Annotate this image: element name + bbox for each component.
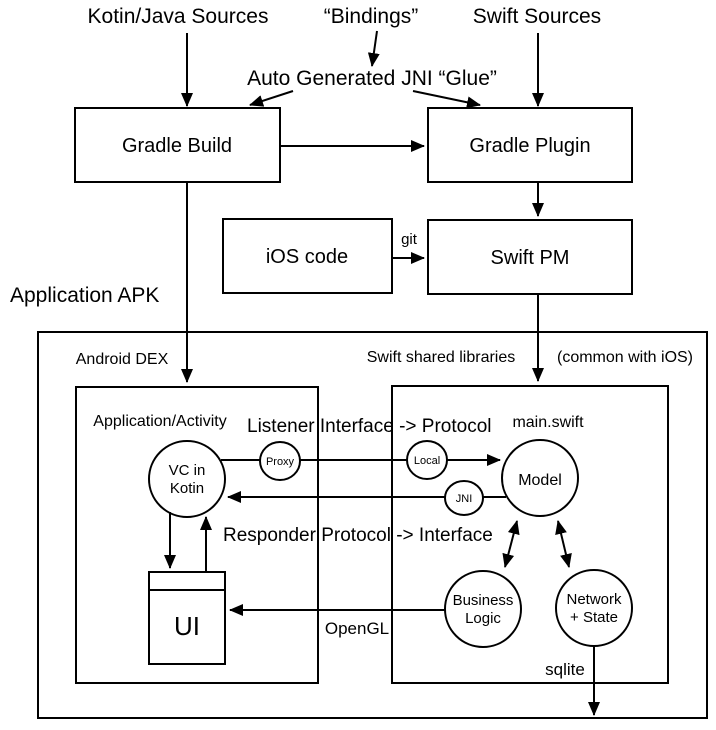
application-activity-label: Application/Activity bbox=[93, 413, 227, 430]
opengl-label: OpenGL bbox=[324, 619, 390, 638]
label-swift-sources: Swift Sources bbox=[472, 5, 602, 28]
main-swift-label: main.swift bbox=[512, 414, 584, 431]
ui-label: UI bbox=[174, 611, 200, 641]
vc-in-kotin-line1: VC in bbox=[168, 462, 206, 479]
label-auto-generated-jni-glue: Auto Generated JNI “Glue” bbox=[247, 67, 497, 90]
business-logic-line2: Logic bbox=[465, 610, 501, 627]
application-apk-label: Application APK bbox=[10, 284, 160, 307]
vc-in-kotin-circle bbox=[149, 441, 225, 517]
swift-shared-libraries-label: Swift shared libraries bbox=[366, 349, 516, 366]
proxy-label: Proxy bbox=[265, 456, 295, 468]
jni-label: JNI bbox=[455, 493, 473, 505]
responder-protocol-interface-label: Responder Protocol -> Interface bbox=[223, 525, 493, 546]
network-state-line1: Network bbox=[566, 591, 622, 608]
label-kotin-java-sources: Kotin/Java Sources bbox=[87, 5, 269, 28]
swift-pm-label: Swift PM bbox=[490, 247, 570, 269]
gradle-plugin-label: Gradle Plugin bbox=[469, 135, 591, 157]
arrow-glue-to-gradle-plugin bbox=[413, 91, 480, 105]
sqlite-label: sqlite bbox=[545, 660, 585, 679]
arrow-glue-to-gradle-build bbox=[250, 91, 293, 105]
business-logic-circle bbox=[445, 571, 521, 647]
git-edge-label: git bbox=[401, 231, 417, 248]
local-label: Local bbox=[413, 455, 441, 467]
model-label: Model bbox=[518, 472, 562, 489]
listener-interface-protocol-label: Listener Interface -> Protocol bbox=[247, 416, 492, 437]
vc-in-kotin-line2: Kotin bbox=[169, 480, 205, 497]
network-state-line2: + State bbox=[570, 609, 618, 626]
gradle-build-label: Gradle Build bbox=[121, 135, 233, 157]
label-bindings: “Bindings” bbox=[323, 5, 419, 28]
android-dex-label: Android DEX bbox=[75, 351, 169, 368]
arrow-bindings-to-glue bbox=[372, 31, 377, 66]
business-logic-line1: Business bbox=[452, 592, 514, 609]
common-with-ios-label: (common with iOS) bbox=[556, 349, 694, 366]
network-state-circle bbox=[556, 570, 632, 646]
ios-code-label: iOS code bbox=[265, 246, 349, 268]
